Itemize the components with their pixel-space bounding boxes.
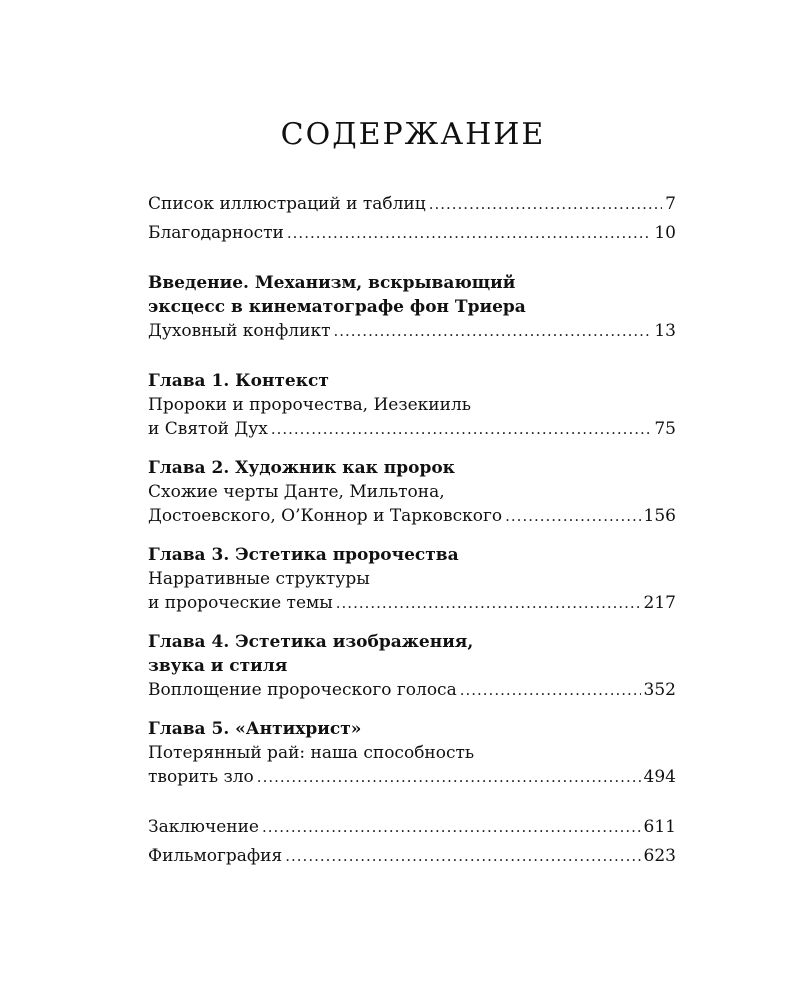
dot-leader [262, 815, 641, 839]
page-number: 7 [665, 194, 676, 214]
dot-leader [285, 844, 640, 868]
toc-section-chapter-2 [148, 456, 676, 528]
dot-leader [429, 192, 662, 216]
entry-title: Нарративные структуры [148, 569, 370, 589]
page-number: 611 [643, 817, 676, 837]
toc-section-chapter-3 [148, 543, 676, 615]
section-heading: эксцесс в кинематографе фон Триера [148, 297, 526, 317]
toc-section-chapter-4 [148, 630, 676, 702]
page-number: 494 [643, 767, 676, 787]
toc-entry-chapter-2[interactable] [148, 504, 676, 528]
dot-leader [336, 591, 641, 615]
page-number: 10 [654, 223, 676, 243]
page-number: 13 [654, 321, 676, 341]
toc-entry-conclusion[interactable] [148, 815, 676, 839]
page-number: 352 [643, 680, 676, 700]
dot-leader [257, 765, 641, 789]
toc-entry-spiritual-conflict[interactable] [148, 319, 676, 343]
entry-title: творить зло [148, 767, 254, 787]
page-number: 623 [643, 846, 676, 866]
toc-entry-chapter-5[interactable] [148, 765, 676, 789]
section-heading: Введение. Механизм, вскрывающий [148, 273, 516, 293]
entry-title: Благодарности [148, 223, 284, 243]
toc-entry-chapter-1[interactable] [148, 417, 676, 441]
dot-leader [505, 504, 640, 528]
chapter-heading: Глава 5. «Антихрист» [148, 719, 362, 739]
dot-leader [287, 221, 651, 245]
chapter-heading: звука и стиля [148, 656, 288, 676]
entry-title: Схожие черты Данте, Мильтона, [148, 482, 445, 502]
entry-title: и пророческие темы [148, 593, 333, 613]
dot-leader [271, 417, 652, 441]
entry-title: Пророки и пророчества, Иезекииль [148, 395, 472, 415]
dot-leader [333, 319, 651, 343]
chapter-heading: Глава 3. Эстетика пророчества [148, 545, 459, 565]
table-of-contents [148, 192, 676, 868]
toc-entry-filmography[interactable] [148, 844, 676, 868]
chapter-heading: Глава 1. Контекст [148, 371, 329, 391]
page-number: 75 [654, 419, 676, 439]
toc-section-chapter-5 [148, 717, 676, 789]
entry-title: Заключение [148, 817, 259, 837]
entry-title: Воплощение пророческого голоса [148, 680, 457, 700]
entry-title: Достоевского, О’Коннор и Тарковского [148, 506, 503, 526]
entry-title: Духовный конфликт [148, 321, 331, 341]
page-number: 217 [643, 593, 676, 613]
toc-section-introduction [148, 271, 676, 343]
toc-section-chapter-1 [148, 369, 676, 441]
toc-entry-illustrations[interactable] [148, 192, 676, 216]
page-number: 156 [643, 506, 676, 526]
toc-entry-acknowledgements[interactable] [148, 221, 676, 245]
chapter-heading: Глава 4. Эстетика изображения, [148, 632, 474, 652]
dot-leader [460, 678, 641, 702]
entry-title: и Святой Дух [148, 419, 268, 439]
entry-title: Список иллюстраций и таблиц [148, 194, 426, 214]
toc-entry-chapter-4[interactable] [148, 678, 676, 702]
chapter-heading: Глава 2. Художник как пророк [148, 458, 455, 478]
entry-title: Потерянный рай: наша способность [148, 743, 475, 763]
entry-title: Фильмография [148, 846, 283, 866]
page-title: СОДЕРЖАНИЕ [280, 117, 546, 152]
toc-entry-chapter-3[interactable] [148, 591, 676, 615]
